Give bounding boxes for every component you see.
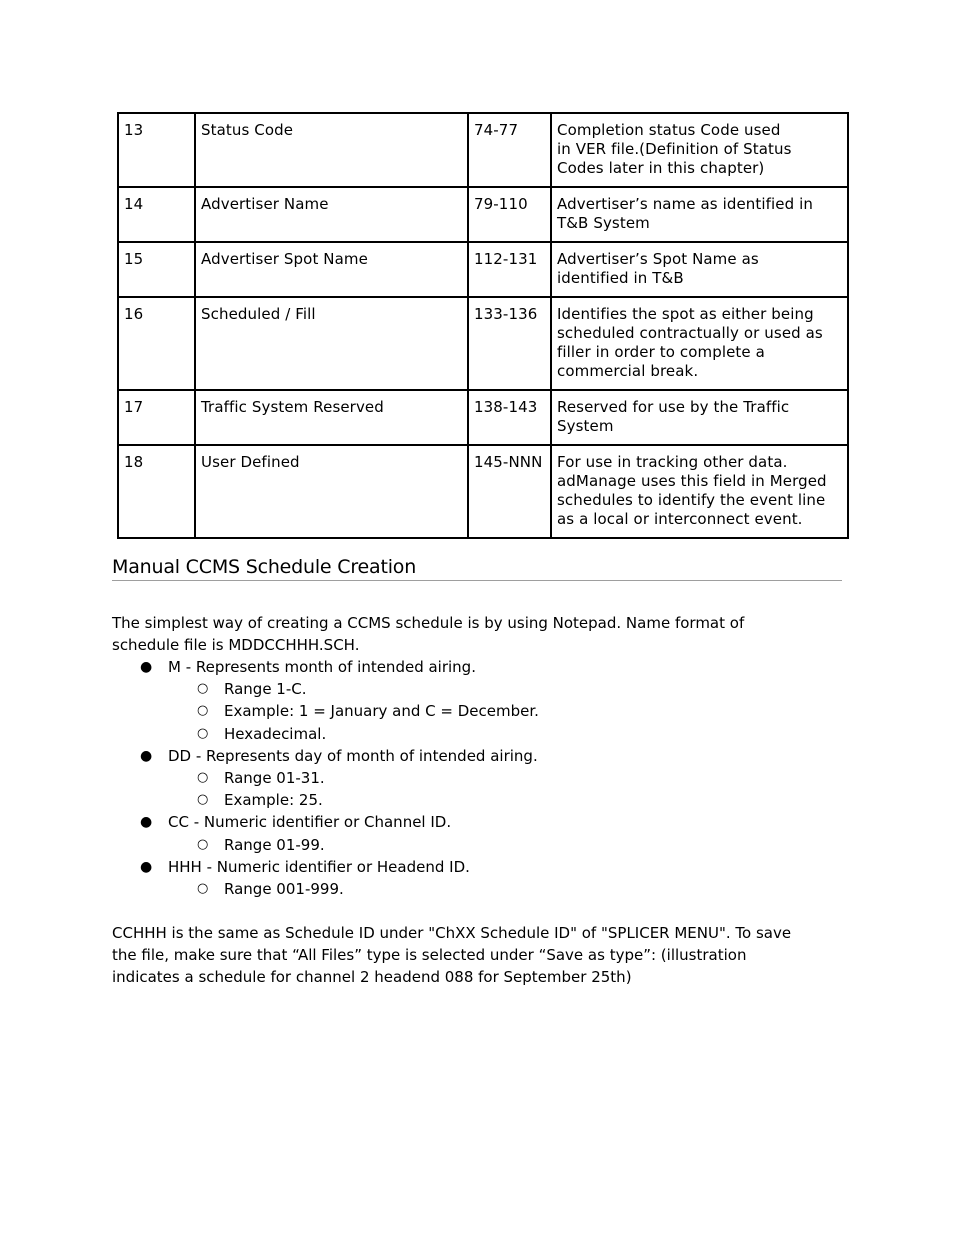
sub-list-item [168,700,842,722]
description-line: filler in order to complete a [557,343,765,361]
list-item [112,656,842,745]
sub-list-item [168,789,842,811]
sub-list-item-text: Example: 1 = January and C = December. [224,702,539,721]
sub-list [168,878,842,900]
field-number-cell: 17 [118,390,195,445]
list-item-text: HHH - Numeric identifier or Headend ID. [168,857,470,876]
sub-list-item-text: Range 01-99. [224,835,325,854]
bullet-icon: ● [140,747,153,764]
description-line: adManage uses this field in Merged [557,472,827,490]
field-name-cell: Advertiser Name [195,187,468,242]
bullet-icon: ● [140,659,153,675]
description-line: in VER file.(Definition of Status [557,140,792,158]
table-row [118,187,848,242]
description-line: identified in T&B [557,269,684,287]
closing-paragraph [112,922,842,988]
sub-list-item-text: Example: 25. [224,791,323,810]
byte-range-cell: 74-77 [468,113,551,187]
description-line: commercial break. [557,362,699,380]
field-name-cell: Status Code [195,113,468,187]
filename-format-list [112,656,842,900]
byte-range-cell: 79-110 [468,187,551,242]
field-table-body [118,113,848,538]
description-line: Identifies the spot as either being [557,305,814,323]
description-line: Advertiser’s name as identified in [557,195,813,213]
intro-line: The simplest way of creating a CCMS schedule is by using Notepad. Name format of [112,614,745,632]
description-cell [551,297,848,390]
list-item [112,811,842,855]
sub-list-item-text: Range 1-C. [224,680,307,699]
sub-list-item [168,723,842,745]
sub-list-item [168,834,842,856]
table-row [118,242,848,297]
description-line: schedules to identify the event line [557,491,826,509]
closing-line: CCHHH is the same as Schedule ID under "ChXX Schedule ID" of "SPLICER MENU". To save [112,924,792,942]
field-name-cell: Scheduled / Fill [195,297,468,390]
description-line: scheduled contractually or used as [557,324,823,342]
circle-bullet-icon: ○ [197,881,209,897]
sub-list [168,678,842,745]
circle-bullet-icon: ○ [197,836,209,852]
field-name-cell: Advertiser Spot Name [195,242,468,297]
sub-list-item [168,878,842,900]
sub-list-item [168,767,842,789]
description-cell [551,187,848,242]
description-line: Codes later in this chapter) [557,159,765,177]
description-line: as a local or interconnect event. [557,510,803,528]
field-name-cell: Traffic System Reserved [195,390,468,445]
list-item-text: CC - Numeric identifier or Channel ID. [168,813,452,832]
list-item-text: M - Represents month of intended airing. [168,658,476,676]
description-line: For use in tracking other data. [557,453,788,471]
list-item [112,856,842,900]
sub-list [168,834,842,856]
field-definition-table [117,112,849,539]
description-cell [551,445,848,538]
sub-list-item-text: Hexadecimal. [224,724,327,743]
closing-line: the file, make sure that “All Files” type is selected under “Save as type”: (illustration [112,946,747,964]
intro-paragraph [112,612,842,656]
list-item [112,745,842,812]
field-number-cell: 16 [118,297,195,390]
field-number-cell: 13 [118,113,195,187]
section-heading: Manual CCMS Schedule Creation [112,555,842,581]
description-cell [551,242,848,297]
byte-range-cell: 145-NNN [468,445,551,538]
table-row [118,297,848,390]
table-row [118,390,848,445]
sub-list-item-text: Range 001-999. [224,880,344,899]
field-number-cell: 14 [118,187,195,242]
field-name-cell: User Defined [195,445,468,538]
intro-line: schedule file is MDDCCHHH.SCH. [112,636,360,654]
byte-range-cell: 133-136 [468,297,551,390]
sub-list-item-text: Range 01-31. [224,769,325,788]
closing-line: indicates a schedule for channel 2 headend 088 for September 25th) [112,968,632,986]
table-row [118,113,848,187]
table-row [118,445,848,538]
description-cell [551,113,848,187]
bullet-icon: ● [140,858,153,875]
byte-range-cell: 112-131 [468,242,551,297]
byte-range-cell: 138-143 [468,390,551,445]
list-item-text: DD - Represents day of month of intended airing. [168,746,538,765]
field-number-cell: 18 [118,445,195,538]
sub-list-item [168,678,842,700]
circle-bullet-icon: ○ [197,770,209,786]
circle-bullet-icon: ○ [197,725,209,741]
description-line: Completion status Code used [557,121,781,139]
circle-bullet-icon: ○ [197,703,209,719]
circle-bullet-icon: ○ [197,792,209,808]
description-cell [551,390,848,445]
description-line: System [557,417,614,435]
description-line: Advertiser’s Spot Name as [557,250,759,268]
description-line: Reserved for use by the Traffic [557,398,790,416]
sub-list [168,767,842,811]
description-line: T&B System [557,214,650,232]
circle-bullet-icon: ○ [197,681,209,697]
bullet-icon: ● [140,814,153,831]
field-number-cell: 15 [118,242,195,297]
